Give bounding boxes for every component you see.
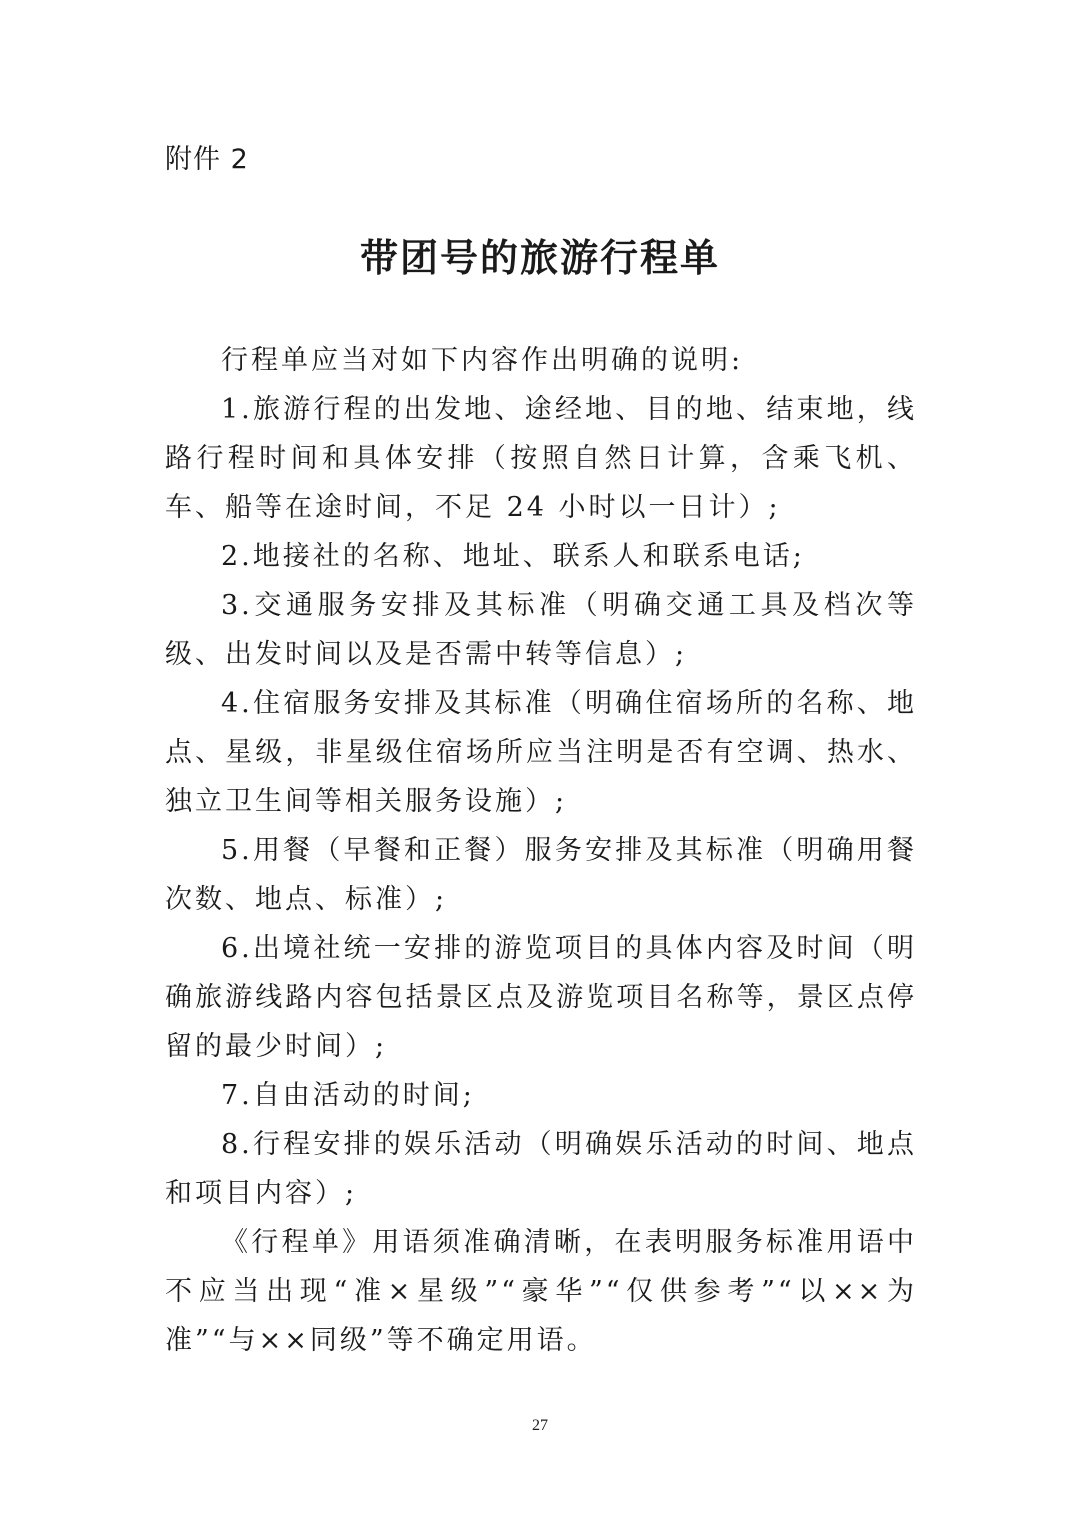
list-item-1: 1.旅游行程的出发地、途经地、目的地、结束地，线路行程时间和具体安排（按照自然日计算，含乘飞机、车、船等在途时间，不足 24 小时以一日计）; [165, 394, 917, 523]
list-item-3: 3.交通服务安排及其标准（明确交通工具及档次等级、出发时间以及是否需中转等信息）; [165, 590, 917, 670]
document-title: 带团号的旅游行程单 [359, 235, 720, 280]
list-item-2: 2.地接社的名称、地址、联系人和联系电话; [221, 541, 805, 572]
list-item-5: 5.用餐（早餐和正餐）服务安排及其标准（明确用餐次数、地点、标准）; [165, 835, 917, 915]
list-item-4: 4.住宿服务安排及其标准（明确住宿场所的名称、地点、星级，非星级住宿场所应当注明是否有空调、热水、独立卫生间等相关服务设施）; [165, 688, 917, 817]
attachment-label: 附件 2 [165, 144, 249, 175]
list-item-8: 8.行程安排的娱乐活动（明确娱乐活动的时间、地点和项目内容）; [165, 1129, 917, 1209]
closing-paragraph: 《行程单》用语须准确清晰，在表明服务标准用语中不应当出现“准×星级”“豪华”“仅供参考”“以××为准”“与××同级”等不确定用语。 [165, 1227, 917, 1356]
intro-paragraph: 行程单应当对如下内容作出明确的说明: [221, 345, 744, 376]
list-item-6: 6.出境社统一安排的游览项目的具体内容及时间（明确旅游线路内容包括景区点及游览项目名称等，景区点停留的最少时间）; [165, 933, 917, 1062]
document-body [165, 336, 917, 1365]
list-item-7: 7.自由活动的时间; [221, 1080, 475, 1111]
page-number: 27 [532, 1417, 548, 1434]
